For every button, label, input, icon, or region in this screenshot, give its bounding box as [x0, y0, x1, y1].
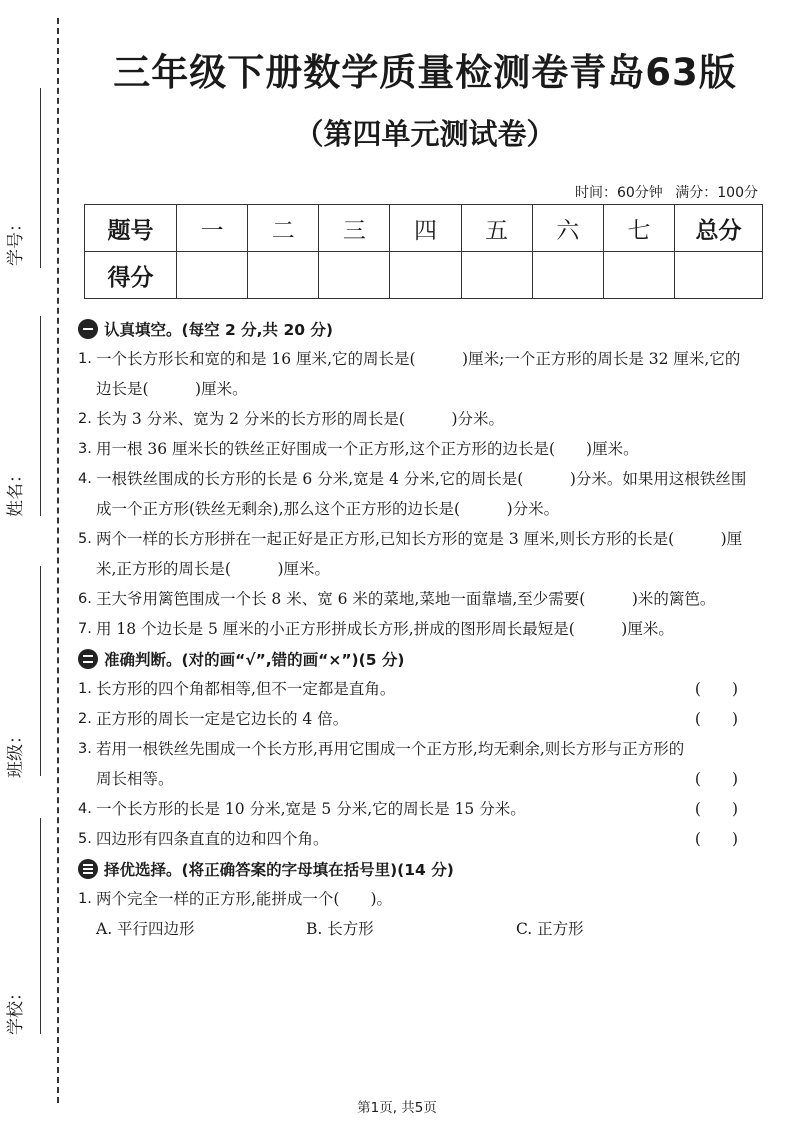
question-number: 1.	[78, 891, 92, 907]
score-cell[interactable]	[675, 252, 763, 299]
exam-full-score: 满分：100分	[675, 185, 758, 201]
question-text: 长为 3 分米、宽为 2 分米的长方形的周长是( )分米。	[96, 410, 505, 428]
question-number: 5.	[78, 831, 92, 847]
score-table-header-cell: 七	[603, 205, 674, 252]
score-cell[interactable]	[390, 252, 461, 299]
judge-question	[78, 794, 750, 824]
score-table-header-cell: 六	[532, 205, 603, 252]
section-two-icon	[78, 649, 98, 669]
choice-question	[78, 884, 750, 914]
exam-time: 时间：60分钟	[574, 185, 663, 201]
fill-question	[78, 524, 750, 584]
answer-paren[interactable]: ( )	[694, 680, 738, 698]
exam-meta	[567, 182, 758, 202]
question-number: 6.	[78, 591, 92, 607]
section-1-title: 认真填空。(每空 2 分,共 20 分)	[104, 321, 333, 339]
question-number: 3.	[78, 441, 92, 457]
binding-margin	[0, 0, 70, 1123]
question-number: 1.	[78, 681, 92, 697]
exam-subtitle: （第四单元测试卷）	[294, 117, 556, 151]
score-cell[interactable]	[248, 252, 319, 299]
option-b: B. 长方形	[306, 920, 374, 938]
name-line[interactable]	[40, 316, 41, 516]
answer-paren[interactable]: ( )	[694, 800, 738, 818]
school-line[interactable]	[40, 818, 41, 1034]
class-line[interactable]	[40, 566, 41, 776]
exam-content	[78, 314, 750, 944]
question-text: 一个长方形长和宽的和是 16 厘米,它的周长是( )厘米;一个正方形的周长是 32 厘米,它的边长是( )厘米。	[96, 350, 741, 398]
cut-line	[57, 18, 59, 1103]
judge-question	[78, 824, 750, 854]
section-2-heading	[78, 644, 750, 674]
section-2-title: 准确判断。(对的画“√”,错的画“×”)(5 分)	[104, 651, 405, 669]
question-text: 用 18 个边长是 5 厘米的小正方形拼成长方形,拼成的图形周长最短是( )厘米。	[96, 620, 674, 638]
question-number: 7.	[78, 621, 92, 637]
score-table	[84, 204, 763, 299]
score-table-header-cell: 五	[461, 205, 532, 252]
question-number: 4.	[78, 801, 92, 817]
student-id-line[interactable]	[40, 88, 41, 268]
section-one-icon	[78, 319, 98, 339]
question-text: 王大爷用篱笆围成一个长 8 米、宽 6 米的菜地,菜地一面靠墙,至少需要( )米的篱笆。	[96, 590, 716, 608]
option-c: C. 正方形	[516, 920, 584, 938]
answer-paren[interactable]: ( )	[694, 830, 738, 848]
section-three-icon	[78, 859, 98, 879]
section-1-heading	[78, 314, 750, 344]
student-id-label: 学号：	[5, 214, 26, 266]
score-table-header-cell: 题号	[85, 205, 177, 252]
score-table-header-cell: 四	[390, 205, 461, 252]
fill-question	[78, 614, 750, 644]
question-number: 4.	[78, 471, 92, 487]
question-text: 一个长方形的长是 10 分米,宽是 5 分米,它的周长是 15 分米。	[96, 800, 526, 818]
section-3-heading	[78, 854, 750, 884]
fill-question	[78, 404, 750, 434]
fill-question	[78, 464, 750, 524]
judge-question	[78, 674, 750, 704]
judge-question	[78, 704, 750, 734]
question-number: 3.	[78, 741, 92, 757]
page-footer: 第1页, 共5页	[357, 1100, 437, 1116]
question-text: 两个一样的长方形拼在一起正好是正方形,已知长方形的宽是 3 厘米,则长方形的长是( )厘米,正方形的周长是( )厘米。	[96, 530, 743, 578]
question-number: 1.	[78, 351, 92, 367]
score-cell[interactable]	[177, 252, 248, 299]
question-number: 2.	[78, 711, 92, 727]
question-text: 长方形的四个角都相等,但不一定都是直角。	[96, 680, 396, 698]
score-cell[interactable]	[603, 252, 674, 299]
question-text: 四边形有四条直直的边和四个角。	[96, 830, 329, 848]
school-label: 学校：	[5, 983, 26, 1035]
question-text: 一根铁丝围成的长方形的长是 6 分米,宽是 4 分米,它的周长是( )分米。如果用这根铁丝围成一个正方形(铁丝无剩余),那么这个正方形的边长是( )分米。	[96, 470, 747, 518]
score-table-score-row	[85, 252, 763, 299]
fill-question	[78, 584, 750, 614]
choice-options	[78, 914, 750, 944]
score-table-header-row	[85, 205, 763, 252]
name-label: 姓名：	[5, 465, 26, 517]
question-number: 2.	[78, 411, 92, 427]
question-text: 两个完全一样的正方形,能拼成一个( )。	[96, 890, 393, 908]
answer-paren[interactable]: ( )	[694, 710, 738, 728]
score-row-label: 得分	[85, 252, 177, 299]
score-table-header-cell: 一	[177, 205, 248, 252]
question-number: 5.	[78, 531, 92, 547]
question-text: 若用一根铁丝先围成一个长方形,再用它围成一个正方形,均无剩余,则长方形与正方形的周长相等。	[96, 740, 685, 788]
fill-question	[78, 434, 750, 464]
section-3-title: 择优选择。(将正确答案的字母填在括号里)(14 分)	[104, 861, 454, 879]
class-label: 班级：	[5, 726, 26, 778]
score-table-header-cell: 二	[248, 205, 319, 252]
fill-question	[78, 344, 750, 404]
exam-title: 三年级下册数学质量检测卷青岛63版	[113, 51, 737, 94]
question-text: 正方形的周长一定是它边长的 4 倍。	[96, 710, 349, 728]
score-table-header-cell: 总分	[675, 205, 763, 252]
question-text: 用一根 36 厘米长的铁丝正好围成一个正方形,这个正方形的边长是( )厘米。	[96, 440, 639, 458]
judge-question	[78, 734, 750, 794]
score-cell[interactable]	[461, 252, 532, 299]
score-table-header-cell: 三	[319, 205, 390, 252]
option-a: A. 平行四边形	[96, 920, 195, 938]
answer-paren[interactable]: ( )	[694, 770, 738, 788]
score-cell[interactable]	[532, 252, 603, 299]
score-cell[interactable]	[319, 252, 390, 299]
